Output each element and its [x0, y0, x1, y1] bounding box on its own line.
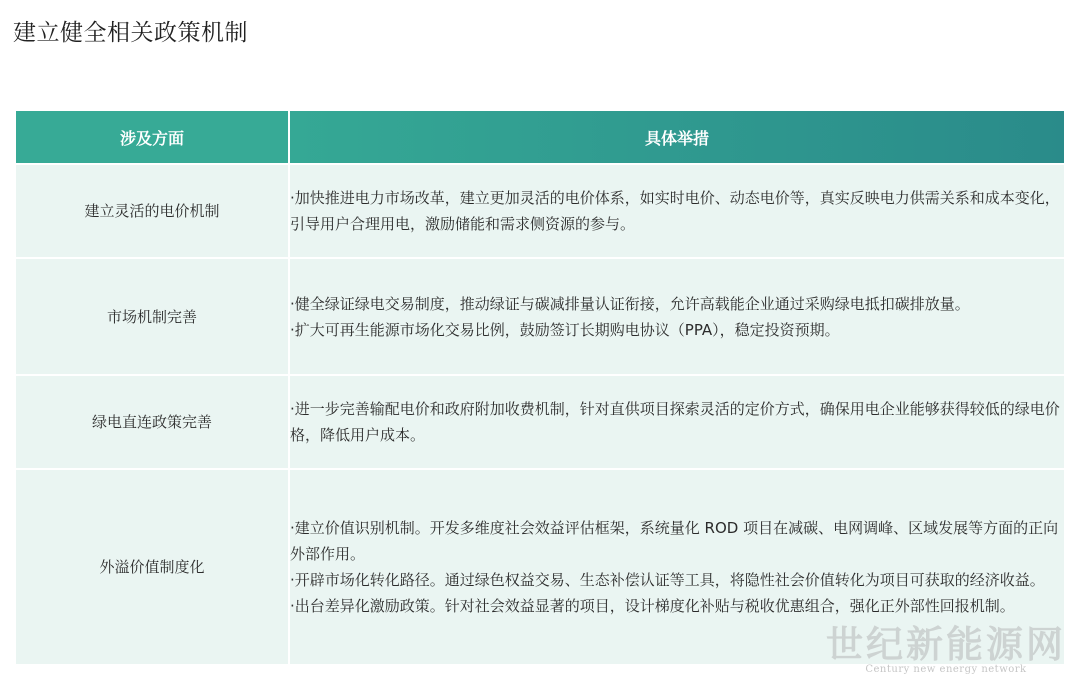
table-row	[16, 470, 1064, 664]
row-aspect: 市场机制完善	[16, 259, 288, 374]
watermark-logo-text: 世纪新能源网	[826, 622, 1066, 666]
measure-item: ·扩大可再生能源市场化交易比例，鼓励签订长期购电协议（PPA），稳定投资预期。	[290, 320, 840, 339]
header-aspect: 涉及方面	[16, 111, 288, 163]
table-row	[16, 259, 1064, 374]
row-measures	[290, 259, 1064, 374]
measure-item: ·进一步完善输配电价和政府附加收费机制，针对直供项目探索灵活的定价方式，确保用电企业能够获得较低的绿电价格，降低用户成本。	[290, 400, 1060, 444]
page-title: 建立健全相关政策机制	[13, 20, 248, 46]
measure-item: ·加快推进电力市场改革，建立更加灵活的电价体系，如实时电价、动态电价等，真实反映电力供需关系和成本变化，引导用户合理用电，激励储能和需求侧资源的参与。	[290, 189, 1060, 233]
measure-item: ·开辟市场化转化路径。通过绿色权益交易、生态补偿认证等工具，将隐性社会价值转化为项目可获取的经济收益。	[290, 571, 1045, 589]
header-measure: 具体举措	[290, 111, 1064, 163]
row-aspect: 建立灵活的电价机制	[16, 165, 288, 257]
row-measures	[290, 470, 1064, 664]
row-aspect: 绿电直连政策完善	[16, 376, 288, 468]
row-aspect: 外溢价值制度化	[16, 470, 288, 664]
row-measures	[290, 376, 1064, 468]
table-row	[16, 165, 1064, 257]
watermark-subtitle: Century new energy network	[865, 664, 1027, 675]
measure-item: ·出台差异化激励政策。针对社会效益显著的项目，设计梯度化补贴与税收优惠组合，强化正外部性回报机制。	[290, 597, 1015, 615]
table-row	[16, 376, 1064, 468]
measure-item: ·健全绿证绿电交易制度，推动绿证与碳减排量认证衔接，允许高载能企业通过采购绿电抵扣碳排放量。	[290, 294, 970, 313]
row-measures	[290, 165, 1064, 257]
measure-item: ·建立价值识别机制。开发多维度社会效益评估框架，系统量化 ROD 项目在减碳、电网调峰、区域发展等方面的正向外部作用。	[290, 519, 1059, 563]
policy-table	[14, 109, 1066, 666]
table-header-row	[16, 111, 1064, 163]
